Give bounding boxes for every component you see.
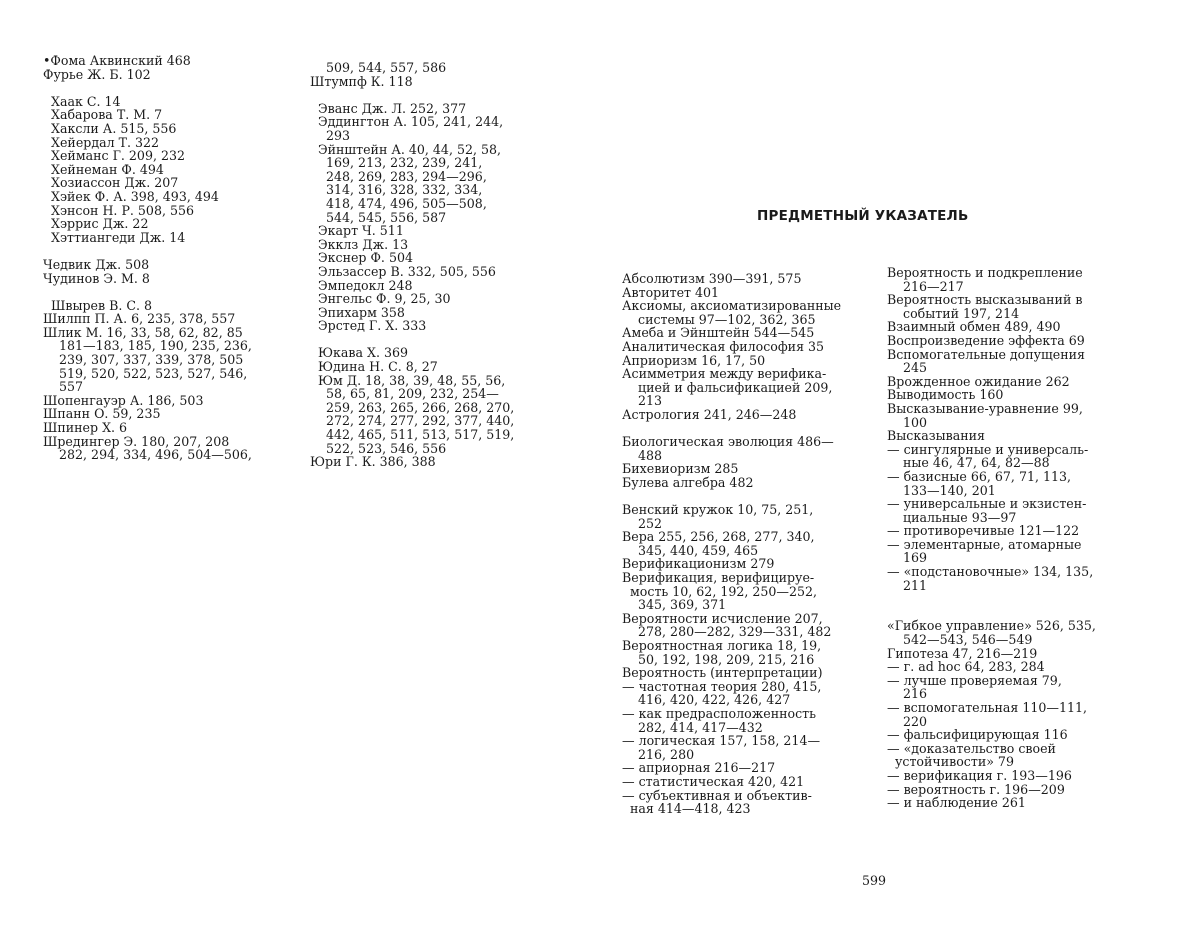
index-entry: устойчивости» 79	[887, 754, 1014, 770]
index-entry: Шлик М. 16, 33, 58, 62, 82, 85	[43, 324, 243, 340]
index-entry: 213	[622, 393, 663, 409]
index-entry: Юдина Н. С. 8, 27	[310, 359, 438, 375]
index-entry: Асимметрия между верифика-	[622, 366, 827, 382]
index-entry: — вероятность г. 196—209	[887, 781, 1065, 797]
index-entry: циальные 93—97	[887, 509, 1017, 525]
index-entry: 282, 294, 334, 496, 504—506,	[43, 447, 252, 463]
index-entry: 416, 420, 422, 426, 427	[622, 692, 791, 708]
index-entry: Хейердал Т. 322	[43, 134, 160, 150]
index-entry: 522, 523, 546, 556	[310, 440, 447, 456]
index-entry: системы 97—102, 362, 365	[622, 311, 816, 327]
index-entry: Хэррис Дж. 22	[43, 216, 149, 232]
index-entry: Эванс Дж. Л. 252, 377	[310, 100, 467, 116]
index-entry: Экснер Ф. 504	[310, 250, 413, 266]
index-entry: 169, 213, 232, 239, 241,	[310, 155, 483, 171]
index-entry: 314, 316, 328, 332, 334,	[310, 182, 483, 198]
index-entry: Фурье Ж. Б. 102	[43, 66, 151, 82]
index-entry: Эйнштейн А. 40, 44, 52, 58,	[310, 141, 502, 157]
index-entry: — противоречивые 121—122	[887, 523, 1080, 539]
index-entry: 544, 545, 556, 587	[310, 209, 447, 225]
index-entry: Юкава Х. 369	[310, 345, 409, 361]
index-entry: Вера 255, 256, 268, 277, 340,	[622, 529, 815, 545]
index-entry: — вспомогательная 110—111,	[887, 700, 1087, 715]
page-title: ПРЕДМЕТНЫЙ УКАЗАТЕЛЬ	[757, 208, 969, 224]
index-entry: Выводимость 160	[887, 387, 1004, 403]
index-entry: Булева алгебра 482	[622, 474, 754, 490]
subject-index-column-1	[622, 272, 872, 816]
name-index-column-2	[310, 61, 560, 469]
index-entry: 216	[887, 686, 928, 702]
index-entry: Вероятность высказываний в	[887, 292, 1083, 308]
index-entry: 100	[887, 414, 928, 430]
index-entry: Амеба и Эйнштейн 544—545	[622, 325, 815, 341]
index-entry: Верификационизм 279	[622, 556, 775, 572]
index-entry: Эрстед Г. Х. 333	[310, 318, 427, 334]
index-entry: 259, 263, 265, 266, 268, 270,	[310, 399, 515, 415]
index-entry: — сингулярные и универсаль-	[887, 441, 1089, 457]
section-gap	[622, 422, 872, 436]
index-entry: Бихевиоризм 285	[622, 461, 739, 477]
index-entry: Хозиассон Дж. 207	[43, 175, 179, 191]
index-entry: Штумпф К. 118	[310, 73, 413, 89]
subject-index-column-2	[887, 266, 1137, 810]
index-entry: Юм Д. 18, 38, 39, 48, 55, 56,	[310, 372, 506, 388]
index-entry: Хэйек Ф. А. 398, 493, 494	[43, 188, 219, 204]
index-entry: — априорная 216—217	[622, 760, 776, 776]
index-entry: Чудинов Э. М. 8	[43, 270, 150, 286]
index-entry: Хаксли А. 515, 556	[43, 120, 177, 136]
index-entry: Энгельс Ф. 9, 25, 30	[310, 291, 451, 307]
index-entry: 293	[310, 127, 351, 143]
index-entry: 519, 520, 522, 523, 527, 546,	[43, 365, 248, 381]
index-entry: 50, 192, 198, 209, 215, 216	[622, 651, 815, 667]
index-entry: 216, 280	[622, 746, 695, 762]
index-entry: Биологическая эволюция 486—	[622, 434, 834, 450]
index-entry: Шредингер Э. 180, 207, 208	[43, 433, 230, 449]
section-gap	[43, 285, 288, 299]
index-entry: — базисные 66, 67, 71, 113,	[887, 468, 1072, 484]
index-entry: Вероятностная логика 18, 19,	[622, 638, 822, 654]
index-entry: 345, 440, 459, 465	[622, 542, 759, 558]
index-entry: Экарт Ч. 511	[310, 223, 404, 239]
index-entry: Врожденное ожидание 262	[887, 373, 1070, 389]
index-entry: Высказывание-уравнение 99,	[887, 400, 1083, 416]
index-entry: — универсальные и экзистен-	[887, 496, 1087, 512]
index-entry: 133—140, 201	[887, 482, 996, 498]
index-entry: 245	[887, 360, 928, 376]
index-entry: — статистическая 420, 421	[622, 773, 805, 789]
index-entry: •Фома Аквинский 468	[43, 53, 191, 68]
index-entry: ная 414—418, 423	[622, 801, 751, 817]
index-entry: Хейнеман Ф. 494	[43, 161, 164, 177]
index-entry: событий 197, 214	[887, 305, 1020, 321]
index-entry: 509, 544, 557, 586	[310, 60, 447, 75]
index-entry: Швырев В. С. 8	[43, 297, 153, 313]
index-entry: Априоризм 16, 17, 50	[622, 352, 766, 368]
index-entry: — верификация г. 193—196	[887, 767, 1072, 783]
index-entry: 211	[887, 577, 928, 593]
index-entry: «Гибкое управление» 526, 535,	[887, 618, 1096, 634]
index-entry: цией и фальсификацией 209,	[622, 379, 833, 395]
index-entry: Хэттиангеди Дж. 14	[43, 229, 186, 245]
section-gap	[887, 606, 1137, 620]
index-entry: Эльзассер В. 332, 505, 556	[310, 263, 496, 279]
index-entry: Вероятность (интерпретации)	[622, 665, 823, 681]
index-entry: Эмпедокл 248	[310, 277, 413, 293]
index-entry: Авторитет 401	[622, 284, 720, 300]
index-entry: — и наблюдение 261	[887, 795, 1026, 811]
index-entry: Верификация, верифицируе-	[622, 570, 815, 586]
index-entry: 58, 65, 81, 209, 232, 254—	[310, 386, 499, 402]
section-gap	[43, 244, 288, 258]
index-entry: 216—217	[887, 278, 964, 294]
page-number: 599	[862, 873, 887, 888]
index-entry: — частотная теория 280, 415,	[622, 678, 822, 694]
right-page	[600, 0, 1200, 944]
index-entry: Чедвик Дж. 508	[43, 256, 150, 272]
index-entry: Гипотеза 47, 216—219	[887, 645, 1038, 661]
index-entry: 181—183, 185, 190, 235, 236,	[43, 338, 252, 354]
index-entry: 272, 274, 277, 292, 377, 440,	[310, 413, 515, 429]
index-entry: — элементарные, атомарные	[887, 536, 1082, 552]
index-entry: Юри Г. К. 386, 388	[310, 454, 436, 470]
index-entry: 488	[622, 447, 663, 463]
index-entry: Взаимный обмен 489, 490	[887, 319, 1061, 335]
section-gap	[43, 81, 288, 95]
section-gap	[887, 592, 1137, 606]
index-entry: Вероятности исчисление 207,	[622, 610, 823, 626]
index-entry: — как предрасположенность	[622, 706, 816, 721]
index-entry: 248, 269, 283, 294—296,	[310, 168, 487, 184]
index-entry: Хаак С. 14	[43, 93, 121, 109]
index-entry: 345, 369, 371	[622, 597, 727, 613]
section-gap	[310, 333, 560, 347]
index-entry: Шпинер Х. 6	[43, 420, 128, 436]
section-gap	[310, 88, 560, 102]
index-entry: 418, 474, 496, 505—508,	[310, 195, 487, 211]
index-entry: 239, 307, 337, 339, 378, 505	[43, 352, 244, 368]
index-entry: Абсолютизм 390—391, 575	[622, 271, 802, 286]
index-entry: 542—543, 546—549	[887, 632, 1033, 648]
index-entry: ные 46, 47, 64, 82—88	[887, 455, 1050, 471]
index-entry: — лучше проверяемая 79,	[887, 672, 1062, 688]
index-entry: 282, 414, 417—432	[622, 719, 763, 735]
index-entry: 278, 280—282, 329—331, 482	[622, 624, 832, 640]
index-entry: Экклз Дж. 13	[310, 236, 409, 252]
name-index-column-1	[43, 54, 288, 462]
index-entry: Шопенгауэр А. 186, 503	[43, 392, 204, 408]
index-entry: Хэнсон Н. Р. 508, 556	[43, 202, 195, 218]
index-entry: — логическая 157, 158, 214—	[622, 733, 821, 749]
index-entry: — «подстановочные» 134, 135,	[887, 564, 1094, 580]
index-entry: 220	[887, 713, 928, 729]
index-entry: Шпанн О. 59, 235	[43, 406, 161, 422]
index-entry: — «доказательство своей	[887, 740, 1056, 756]
index-entry: Шилпп П. А. 6, 235, 378, 557	[43, 311, 236, 327]
index-entry: — г. ad hoc 64, 283, 284	[887, 659, 1045, 675]
index-entry: — субъективная и объектив-	[622, 787, 812, 803]
index-entry: 169	[887, 550, 928, 566]
index-entry: Эпихарм 358	[310, 304, 405, 320]
index-entry: Высказывания	[887, 428, 985, 444]
index-entry: Аксиомы, аксиоматизированные	[622, 298, 842, 314]
index-entry: Аналитическая философия 35	[622, 338, 825, 354]
index-entry: Венский кружок 10, 75, 251,	[622, 502, 814, 518]
index-entry: Воспроизведение эффекта 69	[887, 332, 1085, 348]
index-entry: Хабарова Т. М. 7	[43, 107, 163, 123]
index-entry: Хейманс Г. 209, 232	[43, 148, 185, 164]
index-entry: мость 10, 62, 192, 250—252,	[622, 583, 818, 599]
index-entry: 557	[43, 379, 84, 395]
index-entry: Вероятность и подкрепление	[887, 265, 1083, 280]
index-entry: Вспомогательные допущения	[887, 346, 1085, 362]
index-entry: 442, 465, 511, 513, 517, 519,	[310, 427, 515, 443]
index-entry: Астрология 241, 246—248	[622, 406, 797, 422]
index-entry: Эддингтон А. 105, 241, 244,	[310, 114, 504, 130]
index-entry: — фальсифицирующая 116	[887, 727, 1068, 743]
section-gap	[622, 490, 872, 504]
index-entry: 252	[622, 515, 663, 531]
